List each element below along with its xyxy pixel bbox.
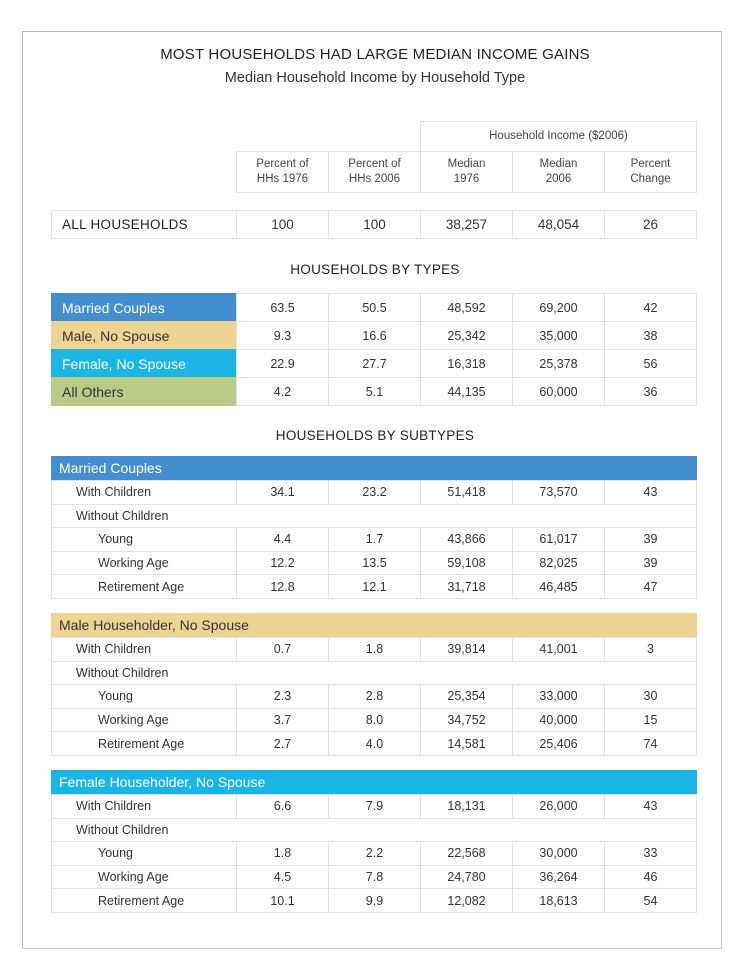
column-header bbox=[420, 151, 513, 193]
subtype-row-label: Working Age bbox=[51, 551, 237, 576]
column-header bbox=[328, 151, 421, 193]
type-value: 50.5 bbox=[328, 293, 421, 322]
type-value: 25,378 bbox=[512, 349, 605, 378]
subtype-value: 39 bbox=[604, 527, 697, 552]
page-subtitle: Median Household Income by Household Type bbox=[224, 70, 526, 86]
subtype-value: 33 bbox=[604, 841, 697, 866]
section-title-subtypes: HOUSEHOLDS BY SUBTYPES bbox=[275, 428, 475, 443]
type-value: 48,592 bbox=[420, 293, 513, 322]
subtype-value: 8.0 bbox=[328, 708, 421, 733]
subtype-value: 3.7 bbox=[236, 708, 329, 733]
type-value: 16,318 bbox=[420, 349, 513, 378]
subtype-value: 31,718 bbox=[420, 574, 513, 599]
subtype-value: 1.8 bbox=[236, 841, 329, 866]
subtype-value: 24,780 bbox=[420, 865, 513, 890]
subtype-value: 43 bbox=[604, 794, 697, 819]
type-value: 69,200 bbox=[512, 293, 605, 322]
subtype-value: 61,017 bbox=[512, 527, 605, 552]
type-value: 42 bbox=[604, 293, 697, 322]
subtype-value: 46,485 bbox=[512, 574, 605, 599]
all-households-value: 26 bbox=[604, 210, 697, 239]
subtype-row-label: Working Age bbox=[51, 865, 237, 890]
type-value: 56 bbox=[604, 349, 697, 378]
subtype-value: 18,131 bbox=[420, 794, 513, 819]
type-value: 9.3 bbox=[236, 321, 329, 350]
column-header-line2: Change bbox=[630, 173, 671, 185]
subtype-row-label: Retirement Age bbox=[51, 731, 237, 756]
section-title-types: HOUSEHOLDS BY TYPES bbox=[290, 262, 460, 277]
subtype-value: 23.2 bbox=[328, 480, 421, 505]
header-group-household-income: Household Income ($2006) bbox=[420, 121, 697, 152]
subtype-value: 34.1 bbox=[236, 480, 329, 505]
subtype-value: 22,568 bbox=[420, 841, 513, 866]
all-households-label: ALL HOUSEHOLDS bbox=[51, 210, 237, 239]
column-header-line2: 1976 bbox=[453, 173, 480, 185]
subtype-value: 12.8 bbox=[236, 574, 329, 599]
subtype-value: 12.2 bbox=[236, 551, 329, 576]
subtype-value: 33,000 bbox=[512, 684, 605, 709]
subtype-value: 25,406 bbox=[512, 731, 605, 756]
subtype-value: 12,082 bbox=[420, 888, 513, 913]
column-header-line1: Percent bbox=[630, 158, 671, 170]
subtype-value: 36,264 bbox=[512, 865, 605, 890]
subtype-group-header: Male Householder, No Spouse bbox=[51, 613, 697, 637]
subtype-value: 74 bbox=[604, 731, 697, 756]
type-value: 4.2 bbox=[236, 377, 329, 406]
all-households-value: 38,257 bbox=[420, 210, 513, 239]
subtype-value: 54 bbox=[604, 888, 697, 913]
type-value: 5.1 bbox=[328, 377, 421, 406]
subtype-value: 30,000 bbox=[512, 841, 605, 866]
subtype-row-label: With Children bbox=[51, 480, 237, 505]
subtype-value: 59,108 bbox=[420, 551, 513, 576]
subtype-group-header: Married Couples bbox=[51, 456, 697, 480]
subtype-row-label: Young bbox=[51, 841, 237, 866]
subtype-value: 4.0 bbox=[328, 731, 421, 756]
type-label: Male, No Spouse bbox=[51, 321, 237, 350]
subtype-row-label: Retirement Age bbox=[51, 888, 237, 913]
column-header-line2: HHs 1976 bbox=[256, 173, 309, 185]
subtype-value: 39,814 bbox=[420, 637, 513, 662]
type-value: 25,342 bbox=[420, 321, 513, 350]
subtype-value: 2.2 bbox=[328, 841, 421, 866]
subtype-row-label: Working Age bbox=[51, 708, 237, 733]
subtype-value: 15 bbox=[604, 708, 697, 733]
subtype-value: 30 bbox=[604, 684, 697, 709]
subtype-value: 73,570 bbox=[512, 480, 605, 505]
subtype-value: 4.5 bbox=[236, 865, 329, 890]
subtype-subheading: Without Children bbox=[51, 661, 697, 686]
subtype-value: 10.1 bbox=[236, 888, 329, 913]
subtype-value: 43,866 bbox=[420, 527, 513, 552]
column-header bbox=[236, 151, 329, 193]
type-value: 44,135 bbox=[420, 377, 513, 406]
type-value: 22.9 bbox=[236, 349, 329, 378]
subtype-subheading: Without Children bbox=[51, 818, 697, 843]
subtype-value: 39 bbox=[604, 551, 697, 576]
subtype-value: 1.8 bbox=[328, 637, 421, 662]
column-header bbox=[512, 151, 605, 193]
subtype-subheading: Without Children bbox=[51, 504, 697, 529]
subtype-value: 12.1 bbox=[328, 574, 421, 599]
type-label: Married Couples bbox=[51, 293, 237, 322]
subtype-value: 0.7 bbox=[236, 637, 329, 662]
subtype-value: 47 bbox=[604, 574, 697, 599]
type-value: 16.6 bbox=[328, 321, 421, 350]
subtype-row-label: Retirement Age bbox=[51, 574, 237, 599]
type-label: All Others bbox=[51, 377, 237, 406]
subtype-value: 41,001 bbox=[512, 637, 605, 662]
subtype-value: 82,025 bbox=[512, 551, 605, 576]
column-header-line1: Median bbox=[447, 158, 486, 170]
subtype-value: 43 bbox=[604, 480, 697, 505]
type-label: Female, No Spouse bbox=[51, 349, 237, 378]
subtype-value: 25,354 bbox=[420, 684, 513, 709]
subtype-group-header: Female Householder, No Spouse bbox=[51, 770, 697, 794]
all-households-value: 48,054 bbox=[512, 210, 605, 239]
subtype-value: 1.7 bbox=[328, 527, 421, 552]
subtype-value: 7.8 bbox=[328, 865, 421, 890]
subtype-value: 40,000 bbox=[512, 708, 605, 733]
all-households-value: 100 bbox=[236, 210, 329, 239]
subtype-value: 6.6 bbox=[236, 794, 329, 819]
column-header-line2: 2006 bbox=[545, 173, 572, 185]
subtype-row-label: Young bbox=[51, 527, 237, 552]
subtype-value: 7.9 bbox=[328, 794, 421, 819]
type-value: 36 bbox=[604, 377, 697, 406]
subtype-value: 9.9 bbox=[328, 888, 421, 913]
page-title: MOST HOUSEHOLDS HAD LARGE MEDIAN INCOME GAINS bbox=[160, 46, 590, 63]
type-value: 38 bbox=[604, 321, 697, 350]
subtype-value: 14,581 bbox=[420, 731, 513, 756]
subtype-row-label: Young bbox=[51, 684, 237, 709]
subtype-value: 51,418 bbox=[420, 480, 513, 505]
type-value: 60,000 bbox=[512, 377, 605, 406]
subtype-value: 13.5 bbox=[328, 551, 421, 576]
subtype-value: 2.8 bbox=[328, 684, 421, 709]
subtype-value: 2.7 bbox=[236, 731, 329, 756]
subtype-value: 4.4 bbox=[236, 527, 329, 552]
subtype-row-label: With Children bbox=[51, 794, 237, 819]
all-households-value: 100 bbox=[328, 210, 421, 239]
subtype-value: 46 bbox=[604, 865, 697, 890]
type-value: 63.5 bbox=[236, 293, 329, 322]
type-value: 27.7 bbox=[328, 349, 421, 378]
subtype-value: 34,752 bbox=[420, 708, 513, 733]
column-header-line1: Percent of bbox=[256, 158, 309, 170]
type-value: 35,000 bbox=[512, 321, 605, 350]
column-header-line1: Percent of bbox=[348, 158, 401, 170]
subtype-value: 3 bbox=[604, 637, 697, 662]
subtype-value: 18,613 bbox=[512, 888, 605, 913]
column-header-line1: Median bbox=[539, 158, 578, 170]
subtype-value: 2.3 bbox=[236, 684, 329, 709]
subtype-row-label: With Children bbox=[51, 637, 237, 662]
column-header-line2: HHs 2006 bbox=[348, 173, 401, 185]
column-header bbox=[604, 151, 697, 193]
subtype-value: 26,000 bbox=[512, 794, 605, 819]
